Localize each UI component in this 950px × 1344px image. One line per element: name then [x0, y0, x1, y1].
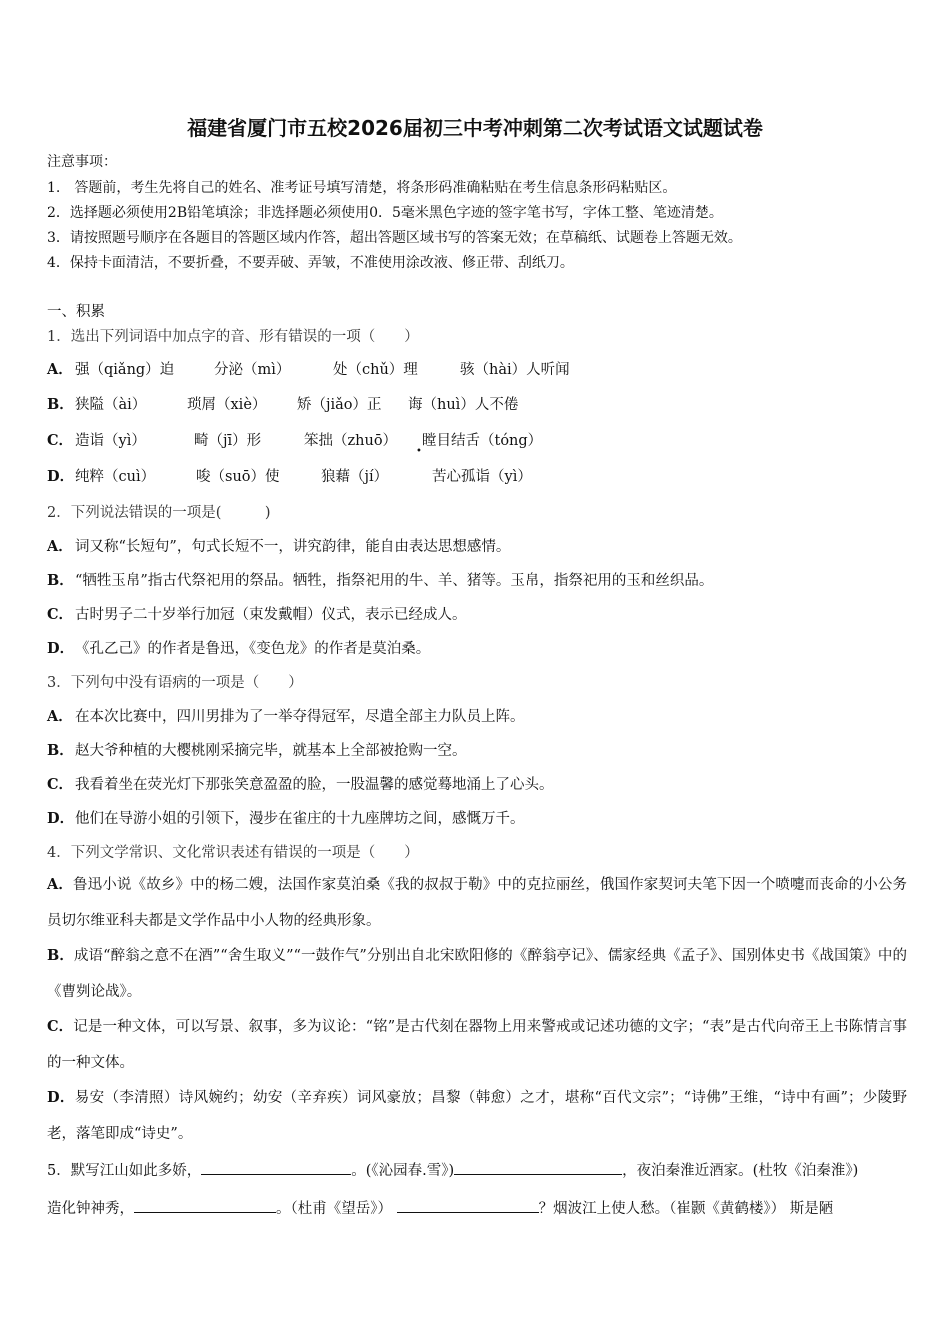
question-5-text: 造化钟神秀，	[47, 1201, 134, 1217]
page-title: 福建省厦门市五校2026届初三中考冲刺第二次考试语文试题试卷	[187, 116, 763, 140]
question-2-stem: 2．下列说法错误的一项是( )	[47, 505, 271, 521]
option-item: 瞠目结舌（tóng）	[422, 433, 543, 449]
option-text: 记是一种文体，可以写景、叙事，多为议论：“铭”是古代刻在器物上用来警戒或记述功德的文字；“表”是古代向帝王上书陈情言事的一种文体。	[47, 1019, 907, 1071]
option-letter: C．	[47, 432, 74, 449]
option-text: 易安（李清照）诗风婉约；幼安（辛弃疾）词风豪放；昌黎（韩愈）之才，堪称“百代文宗”；“诗佛”王维，“诗中有画”；少陵野老，落笔即成“诗史”。	[47, 1090, 907, 1142]
section-heading: 一、积累	[47, 304, 105, 320]
question-4-stem: 4．下列文学常识、文化常识表述有错误的一项是（ ）	[47, 845, 419, 861]
option-item: 畸（jī）形	[194, 433, 262, 449]
question-1-stem: 1．选出下列词语中加点字的音、形有错误的一项（ ）	[47, 329, 419, 345]
question-4-option-b	[47, 938, 907, 1010]
question-3-option-d	[47, 809, 525, 829]
question-4-option-d	[47, 1080, 907, 1152]
answer-blank[interactable]	[201, 1158, 351, 1175]
option-letter: A．	[47, 538, 73, 555]
option-letter: A．	[47, 708, 73, 725]
notice-item: 3．请按照题号顺序在各题目的答题区域内作答，超出答题区域书写的答案无效；在草稿纸、试题卷上答题无效。	[47, 230, 742, 246]
question-4-option-c	[47, 1009, 907, 1081]
option-letter: B．	[47, 396, 74, 413]
option-text: 赵大爷种植的大樱桃刚采摘完毕，就基本上全部被抢购一空。	[75, 743, 467, 759]
notice-item: 1. 答题前，考生先将自己的姓名、准考证号填写清楚，将条形码准确粘贴在考生信息条形码粘贴区。	[47, 180, 677, 196]
option-letter: A．	[47, 876, 74, 893]
option-item: 琐屑（xiè）	[187, 397, 267, 413]
question-5-text: ，夜泊秦淮近酒家。(杜牧《泊秦淮》)	[622, 1163, 859, 1179]
question-5-line-2	[47, 1196, 833, 1219]
option-text: 成语“醉翁之意不在酒”“舍生取义”“一鼓作气”分别出自北宋欧阳修的《醉翁亭记》、儒家经典《孟子》、国别体史书《战国策》中的《曹刿论战》。	[47, 948, 907, 1000]
option-letter: B．	[47, 572, 74, 589]
question-5-text: 。(《沁园春.雪》)	[351, 1163, 455, 1179]
option-item: 造诣（yì）	[75, 433, 146, 449]
option-letter: C．	[47, 606, 74, 623]
option-item: 强（qiǎng）迫	[75, 362, 175, 378]
question-5-line-1	[47, 1158, 858, 1181]
answer-blank[interactable]	[134, 1196, 276, 1213]
option-letter: B．	[47, 947, 74, 964]
option-text: 他们在导游小姐的引领下，漫步在雀庄的十九座牌坊之间，感慨万千。	[75, 811, 525, 827]
question-3-option-a	[47, 707, 525, 727]
option-item: 狼藉（jí）	[321, 469, 389, 485]
question-3-option-b	[47, 741, 467, 761]
question-2-option-d	[47, 639, 430, 659]
question-5-text: ？烟波江上使人愁。（崔颢《黄鹤楼》）	[538, 1201, 786, 1217]
option-text: 鲁迅小说《故乡》中的杨二嫂，法国作家莫泊桑《我的叔叔于勒》中的克拉丽丝，俄国作家契诃夫笔下因一个喷嚏而丧命的小公务员切尔维亚科夫都是文学作品中小人物的经典形象。	[47, 877, 907, 929]
option-text: 《孔乙己》的作者是鲁迅，《变色龙》的作者是莫泊桑。	[75, 641, 431, 657]
notice-item: 4．保持卡面清洁，不要折叠，不要弄破、弄皱，不准使用涂改液、修正带、刮纸刀。	[47, 255, 574, 271]
option-letter: C．	[47, 776, 74, 793]
option-letter: A．	[47, 361, 73, 378]
question-3-stem: 3．下列句中没有语病的一项是（ ）	[47, 675, 303, 691]
option-letter: D．	[47, 640, 75, 657]
notice-heading: 注意事项：	[47, 154, 117, 170]
option-item: 骇（hài）人听闻	[460, 362, 570, 378]
option-letter: B．	[47, 742, 74, 759]
option-item: 狭隘（ài）	[75, 397, 147, 413]
option-text: 我看着坐在荧光灯下那张笑意盈盈的脸，一股温馨的感觉蓦地涌上了心头。	[75, 777, 554, 793]
option-item: 诲（huì）人不倦	[408, 397, 519, 413]
answer-blank[interactable]	[397, 1196, 539, 1213]
question-5-text: 斯是陋	[789, 1201, 834, 1217]
option-letter: D．	[47, 810, 75, 827]
option-item: 纯粹（cuì）	[75, 469, 156, 485]
option-text: “牺牲玉帛”指古代祭祀用的祭品。牺牲，指祭祀用的牛、羊、猪等。玉帛，指祭祀用的玉和丝织品。	[75, 573, 714, 589]
question-4-option-a	[47, 867, 907, 939]
question-3-option-c	[47, 775, 554, 795]
option-item: 分泌（mì）	[214, 362, 291, 378]
question-2-option-b	[47, 571, 713, 591]
emphasis-dot: •	[416, 446, 422, 457]
option-text: 词又称“长短句”，句式长短不一，讲究韵律，能自由表达思想感情。	[75, 539, 511, 555]
option-letter: D．	[47, 468, 75, 485]
notice-item: 2．选择题必须使用2B铅笔填涂；非选择题必须使用0．5毫米黑色字迹的签字笔书写，字体工整、笔迹清楚。	[47, 205, 723, 221]
option-letter: C．	[47, 1018, 74, 1035]
question-5-text: 5．默写江山如此多娇，	[47, 1163, 202, 1179]
option-item: 矫（jiǎo）正	[297, 397, 382, 413]
answer-blank[interactable]	[454, 1158, 622, 1175]
option-item: 处（chǔ）理	[333, 362, 418, 378]
question-2-option-a	[47, 537, 510, 557]
option-item: 笨拙（zhuō）	[304, 433, 398, 449]
option-text: 古时男子二十岁举行加冠（束发戴帽）仪式，表示已经成人。	[75, 607, 467, 623]
question-5-text: 。（杜甫《望岳》）	[276, 1201, 392, 1217]
option-letter: D．	[47, 1089, 75, 1106]
option-item: 唆（suō）使	[196, 469, 280, 485]
option-text: 在本次比赛中，四川男排为了一举夺得冠军，尽遣全部主力队员上阵。	[75, 709, 525, 725]
option-item: 苦心孤诣（yì）	[432, 469, 532, 485]
question-2-option-c	[47, 605, 467, 625]
